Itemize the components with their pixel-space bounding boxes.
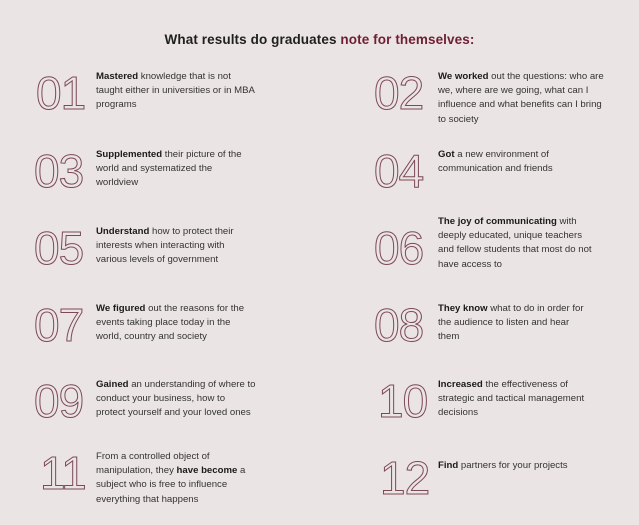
result-item-07 [34, 299, 334, 372]
result-item-02 [374, 67, 639, 140]
item-number: 05 [34, 222, 84, 274]
result-item-06 [374, 216, 639, 295]
item-text: Gained an understanding of where to conduct your business, how to protect yourself and your loved ones [96, 379, 256, 419]
result-item-10 [378, 375, 639, 448]
item-text: We worked out the questions: who are we, where are we going, what can I influence and what benefits can I bring to society [438, 71, 604, 125]
item-text: We figured out the reasons for the events taking place today in the world, country and society [96, 303, 245, 343]
item-text: They know what to do in order for the audience to listen and hear them [438, 303, 584, 343]
result-item-09 [34, 375, 334, 448]
result-item-05 [34, 222, 334, 295]
item-number: 01 [36, 67, 86, 119]
result-item-12 [380, 452, 639, 525]
item-number: 08 [374, 299, 424, 351]
title-accent: note for themselves: [340, 32, 475, 47]
item-text: Got a new environment of communication and friends [438, 149, 553, 175]
item-number: 10 [378, 375, 428, 427]
item-text: Understand how to protect their interests when interacting with various levels of government [96, 226, 234, 266]
item-number: 06 [374, 222, 424, 274]
item-text: Increased the effectiveness of strategic and tactical management decisions [438, 379, 585, 419]
item-number: 07 [34, 299, 84, 351]
title-main: What results do graduates [164, 32, 341, 47]
item-number: 04 [374, 145, 424, 197]
item-text: Mastered knowledge that is not taught either in universities or in MBA programs [96, 71, 255, 111]
result-item-04 [374, 145, 639, 218]
result-item-11 [40, 447, 340, 520]
item-number: 11 [40, 447, 86, 499]
item-number: 12 [380, 452, 430, 504]
item-text: Supplemented their picture of the world and systematized the worldview [96, 149, 242, 189]
result-item-01 [36, 67, 336, 140]
item-text: Find partners for your projects [438, 460, 568, 471]
item-number: 09 [34, 375, 84, 427]
item-text: From a controlled object of manipulation, they have become a subject who is free to influence everything that happens [96, 451, 246, 505]
item-text: The joy of communicating with deeply educated, unique teachers and fellow students that most do not have access to [438, 216, 592, 270]
item-number: 02 [374, 67, 424, 119]
item-number: 03 [34, 145, 84, 197]
result-item-03 [34, 145, 334, 218]
page-title [0, 32, 639, 47]
result-item-08 [374, 299, 639, 372]
